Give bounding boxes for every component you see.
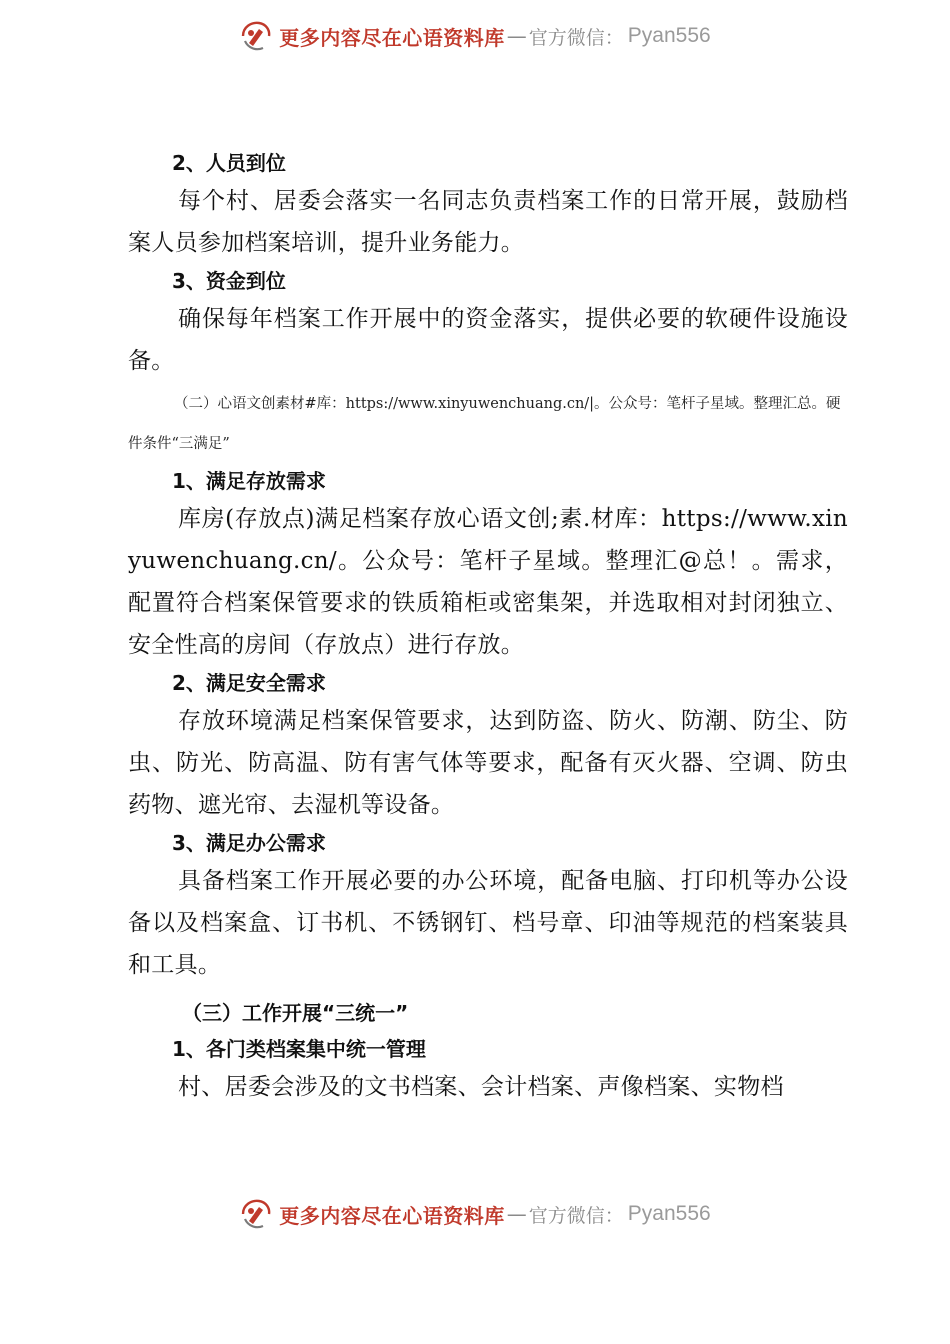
paragraph-office: 具备档案工作开展必要的办公环境，配备电脑、打印机等办公设备以及档案盒、订书机、不锈钢钉、档号章、印油等规范的档案装具和工具。	[128, 868, 848, 978]
paragraph-safety: 存放环境满足档案保管要求，达到防盗、防火、防潮、防尘、防虫、防光、防高温、防有害气体等要求，配备有灭火器、空调、防虫药物、遮光帘、去湿机等设备。	[128, 708, 848, 818]
heading-personnel: 2、人员到位	[172, 151, 286, 175]
heading-storage: 1、满足存放需求	[172, 469, 326, 493]
banner-wechat-label: 官方微信：	[528, 26, 624, 49]
heading-funds: 3、资金到位	[172, 269, 286, 293]
paragraph-personnel: 每个村、居委会落实一名同志负责档案工作的日常开展，鼓励档案人员参加档案培训，提升业务能力。	[128, 188, 848, 256]
small-note: （二）心语文创素材#库：https://www.xinyuwenchuang.cn/|。公众号：笔杆子星域。整理汇总。硬件条件“三满足”	[128, 396, 841, 452]
paragraph-unified: 村、居委会涉及的文书档案、会计档案、声像档案、实物档	[178, 1074, 784, 1100]
banner-wechat-id: Pyan556	[627, 24, 711, 47]
heading-section-3: （三）工作开展“三统一”	[182, 1001, 409, 1025]
paragraph-storage: 库房(存放点)满足档案存放心语文创;素.材库：https://www.xinyuwenchuang.cn/。公众号：笔杆子星域。整理汇@总！。需求，配置符合档案保管要求的铁质箱柜或密集架，并选取相对封闭独立、安全性高的房间（存放点）进行存放。	[128, 506, 848, 658]
document-body	[128, 146, 848, 1108]
banner-separator: —	[506, 24, 527, 48]
banner-wechat-id: Pyan556	[627, 1202, 711, 1225]
heading-unified: 1、各门类档案集中统一管理	[172, 1037, 426, 1061]
heading-office: 3、满足办公需求	[172, 831, 326, 855]
banner-wechat-label: 官方微信：	[528, 1204, 624, 1227]
logo-icon	[239, 1197, 273, 1231]
banner-separator: —	[506, 1202, 527, 1226]
logo-icon	[239, 19, 273, 53]
footer-banner	[0, 1194, 950, 1234]
header-banner	[0, 16, 950, 56]
heading-safety: 2、满足安全需求	[172, 671, 326, 695]
banner-main-text: 更多内容尽在心语资料库	[279, 25, 505, 50]
paragraph-funds: 确保每年档案工作开展中的资金落实，提供必要的软硬件设施设备。	[128, 306, 848, 374]
banner-main-text: 更多内容尽在心语资料库	[279, 1203, 505, 1228]
